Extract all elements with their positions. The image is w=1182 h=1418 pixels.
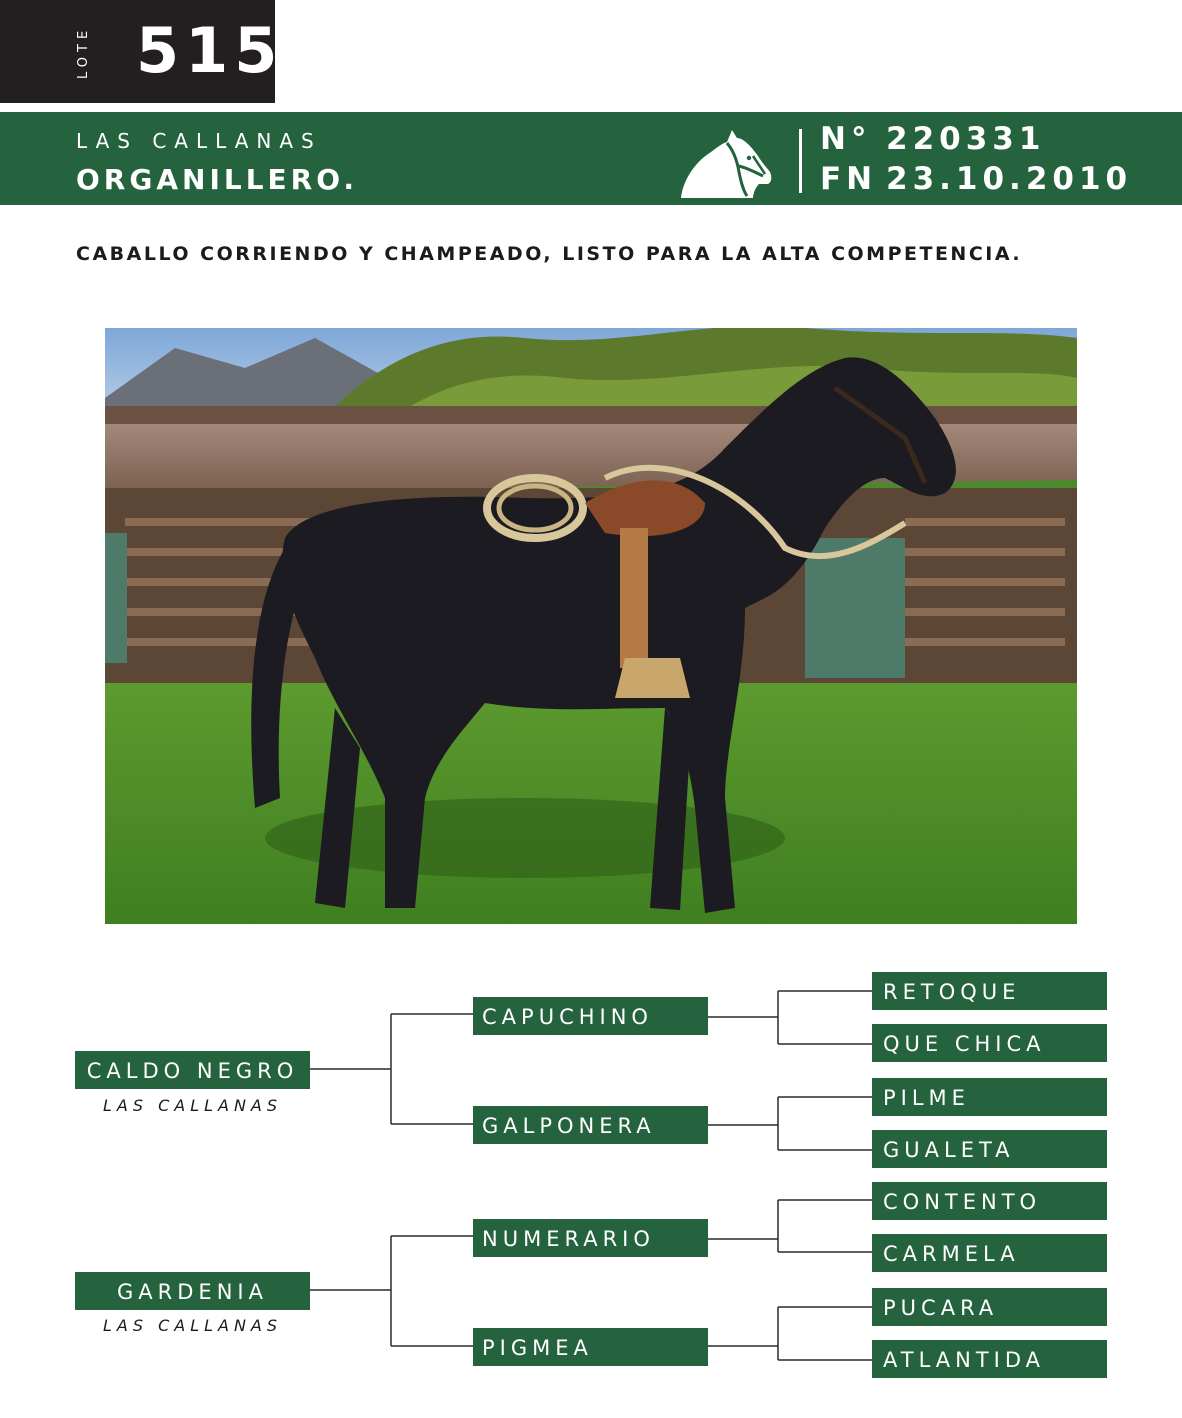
dam-name: GARDENIA [75, 1272, 310, 1310]
grandparent-box: PIGMEA [473, 1328, 708, 1366]
great-grandparent-box: CONTENTO [872, 1182, 1107, 1220]
header-band [0, 112, 1182, 205]
dam-breeder: LAS CALLANAS [102, 1316, 283, 1335]
registry-row [820, 122, 1045, 156]
horse-head-icon [679, 122, 773, 202]
great-grandparent-box: RETOQUE [872, 972, 1107, 1010]
birth-date: 23.10.2010 [886, 161, 1133, 197]
birth-date-row [820, 162, 1132, 196]
grandparent-box: NUMERARIO [473, 1219, 708, 1257]
lot-number: 515 [136, 14, 284, 87]
great-grandparent-box: PUCARA [872, 1288, 1107, 1326]
great-grandparent-box: PILME [872, 1078, 1107, 1116]
birth-label: FN [820, 161, 878, 197]
grandparent-box: GALPONERA [473, 1106, 708, 1144]
header-divider [799, 129, 802, 193]
sire-name: CALDO NEGRO [75, 1051, 310, 1089]
grandparent-box: CAPUCHINO [473, 997, 708, 1035]
lot-label: LOTE [76, 25, 91, 79]
breeder-name: LAS CALLANAS [76, 129, 322, 153]
horse-name: ORGANILLERO. [76, 163, 359, 196]
lot-description: CABALLO CORRIENDO Y CHAMPEADO, LISTO PARA LA ALTA COMPETENCIA. [76, 243, 1023, 265]
great-grandparent-box: QUE CHICA [872, 1024, 1107, 1062]
lot-badge [0, 0, 284, 103]
registry-label: N° [820, 121, 872, 157]
great-grandparent-box: GUALETA [872, 1130, 1107, 1168]
sire-breeder: LAS CALLANAS [102, 1096, 283, 1115]
registry-number: 220331 [886, 121, 1046, 157]
great-grandparent-box: CARMELA [872, 1234, 1107, 1272]
horse-photo [105, 328, 1077, 924]
great-grandparent-box: ATLANTIDA [872, 1340, 1107, 1378]
